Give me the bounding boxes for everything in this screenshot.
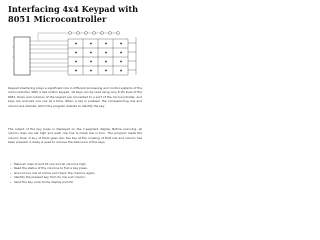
- article-body-2: [8, 127, 142, 145]
- list-item: • Ground one row at a time and check the columns again.: [10, 171, 140, 175]
- list-item: • Send the key code to the display port P2.: [10, 180, 140, 184]
- paragraph-1: Keypad interfacing plays a significant role in different processing and control systems of the microcontroller. With a 4x4 matrix keypad, 16 keys can be read using only 8 I/O lines of the 8051. Rows and columns of the keypad are connected to a port of the microcontroller, and keys are scanned one row at a time. When a key is pressed, the corresponding row and column are shorted, which the program detects to identify the key.: [8, 86, 142, 108]
- list-item: • Identify the pressed key from its row and column.: [10, 175, 140, 179]
- article-body: [8, 86, 142, 108]
- resistor-bank: [128, 37, 136, 75]
- paragraph-2: The output of the key press is displayed on the 7-segment display. Before scanning, all column lines are set high and each row line is made low in turn. The program reads the column lines; if any of them goes low, the key at the crossing of that row and column has been pressed. A delay is used to remove the debounce of the keys.: [8, 127, 142, 145]
- list-item: • Read the status of the columns to find a key press.: [10, 166, 140, 170]
- circuit-schematic-image: [8, 27, 142, 81]
- document-title: Interfacing 4x4 Keypad with 8051 Microcontroller: [8, 4, 139, 24]
- keypad-matrix: [68, 39, 128, 75]
- microcontroller-chip: [14, 37, 30, 75]
- steps-list: [10, 162, 140, 184]
- list-item: • Make all rows of port P1 low and all columns high.: [10, 162, 140, 166]
